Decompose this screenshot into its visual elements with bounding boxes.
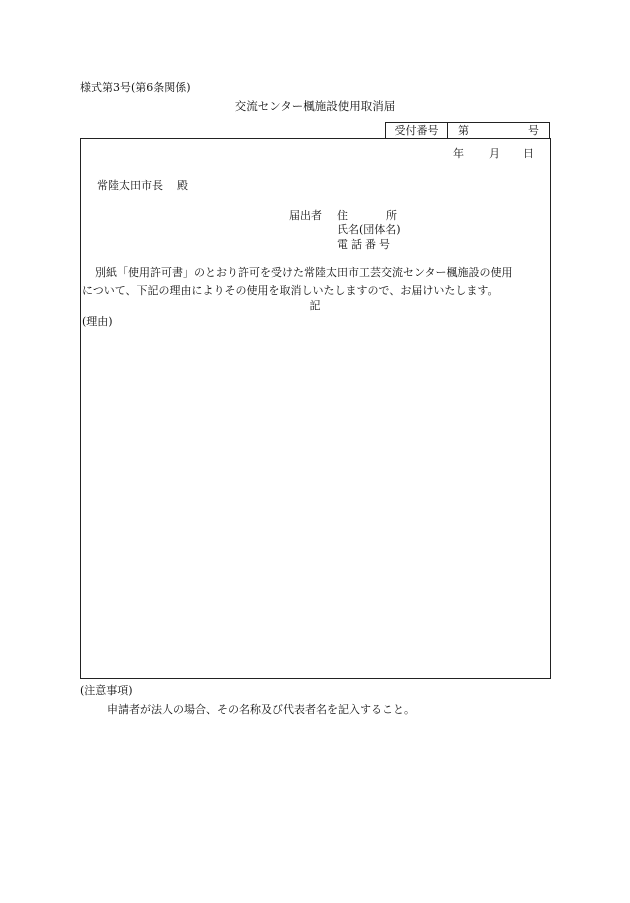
form-number: 様式第3号(第6条関係) — [80, 81, 191, 94]
reason-label: (理由) — [82, 315, 113, 328]
phone-label: 電話番号 — [337, 238, 393, 251]
address-label-1: 住 — [337, 209, 348, 222]
ki-heading: 記 — [309, 299, 321, 312]
date-month-label: 月 — [489, 147, 500, 160]
address-label — [337, 209, 397, 222]
date-year-label: 年 — [453, 147, 464, 160]
address-label-2: 所 — [386, 209, 397, 222]
document-title: 交流センター楓施設使用取消届 — [234, 99, 396, 113]
date-day-label: 日 — [523, 147, 534, 160]
addressee-name: 常陸太田市長 — [97, 179, 163, 192]
receipt-dai: 第 — [458, 124, 469, 137]
receipt-number-label: 受付番号 — [386, 123, 448, 138]
body-text-line-1: 別紙「使用許可書」のとおり許可を受けた常陸太田市工芸交流センター楓施設の使用 — [95, 266, 513, 279]
notes-heading: (注意事項) — [80, 684, 133, 697]
addressee-honorific: 殿 — [177, 179, 188, 192]
notes-text: 申請者が法人の場合、その名称及び代表者名を記入すること。 — [107, 703, 415, 716]
name-label: 氏名(団体名) — [337, 223, 401, 236]
receipt-go: 号 — [528, 124, 539, 137]
addressee — [97, 179, 188, 192]
receipt-number-box — [385, 122, 550, 138]
applicant-label: 届出者 — [289, 209, 322, 222]
body-text-line-2: について、下記の理由によりその使用を取消しいたしますので、お届けいたします。 — [82, 284, 499, 297]
